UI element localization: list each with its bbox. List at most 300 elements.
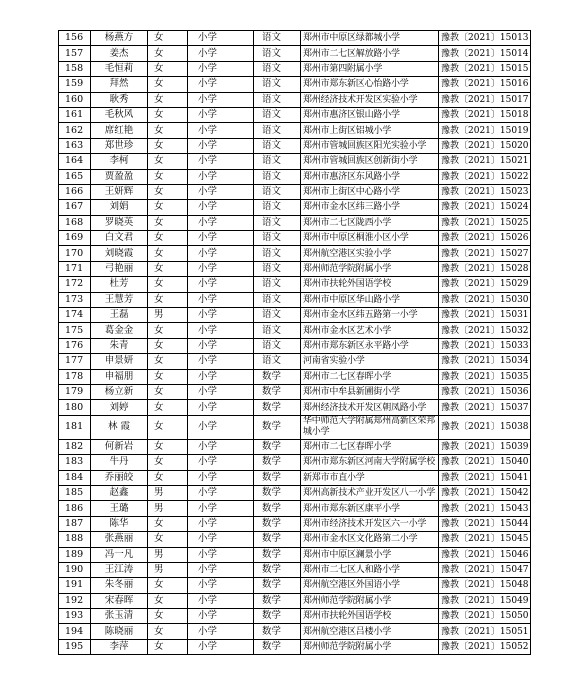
subject: 数学 [254, 516, 301, 531]
school-name: 郑州师范学院附属小学 [301, 261, 439, 276]
subject: 数学 [254, 562, 301, 577]
teacher-name: 张燕丽 [91, 532, 148, 547]
row-number: 162 [59, 123, 91, 138]
school-stage: 小学 [188, 46, 254, 61]
school-name: 华中师范大学附属郑州高新区荣邦城小学 [301, 415, 439, 439]
table-row [59, 400, 531, 415]
award-table [58, 30, 531, 655]
school-stage: 小学 [188, 562, 254, 577]
row-number: 185 [59, 485, 91, 500]
certificate-number: 豫教〔2021〕15020 [439, 138, 531, 153]
certificate-number: 豫教〔2021〕15028 [439, 261, 531, 276]
school-name: 郑州市管城回族区创新街小学 [301, 154, 439, 169]
certificate-number: 豫教〔2021〕15014 [439, 46, 531, 61]
school-stage: 小学 [188, 455, 254, 470]
teacher-name: 何新岩 [91, 439, 148, 454]
school-stage: 小学 [188, 516, 254, 531]
school-stage: 小学 [188, 308, 254, 323]
subject: 数学 [254, 639, 301, 654]
teacher-name: 葛金金 [91, 323, 148, 338]
teacher-gender: 女 [148, 369, 188, 384]
school-stage: 小学 [188, 624, 254, 639]
row-number: 195 [59, 639, 91, 654]
row-number: 168 [59, 215, 91, 230]
subject: 语文 [254, 46, 301, 61]
teacher-gender: 女 [148, 516, 188, 531]
certificate-number: 豫教〔2021〕15046 [439, 547, 531, 562]
teacher-name: 申景妍 [91, 354, 148, 369]
school-stage: 小学 [188, 578, 254, 593]
school-name: 郑州经济技术开发区实验小学 [301, 92, 439, 107]
school-name: 郑州市中原区澜景小学 [301, 547, 439, 562]
subject: 语文 [254, 338, 301, 353]
teacher-name: 杜芳 [91, 277, 148, 292]
school-stage: 小学 [188, 77, 254, 92]
subject: 数学 [254, 384, 301, 399]
row-number: 184 [59, 470, 91, 485]
certificate-number: 豫教〔2021〕15029 [439, 277, 531, 292]
certificate-number: 豫教〔2021〕15042 [439, 485, 531, 500]
subject: 数学 [254, 501, 301, 516]
teacher-name: 刘晓霞 [91, 246, 148, 261]
teacher-name: 乔丽皎 [91, 470, 148, 485]
school-stage: 小学 [188, 369, 254, 384]
school-name: 郑州市二七区春晖小学 [301, 369, 439, 384]
school-name: 郑州市扶轮外国语学校 [301, 609, 439, 624]
table-row [59, 384, 531, 399]
school-name: 郑州市金水区纬五路第一小学 [301, 308, 439, 323]
teacher-gender: 女 [148, 46, 188, 61]
school-name: 郑州市金水区文化路第二小学 [301, 532, 439, 547]
subject: 语文 [254, 215, 301, 230]
teacher-gender: 男 [148, 547, 188, 562]
teacher-name: 白文君 [91, 231, 148, 246]
table-row [59, 246, 531, 261]
row-number: 187 [59, 516, 91, 531]
teacher-gender: 女 [148, 123, 188, 138]
table-row [59, 261, 531, 276]
subject: 语文 [254, 123, 301, 138]
table-row [59, 277, 531, 292]
row-number: 191 [59, 578, 91, 593]
school-name: 郑州市郑东新区康平小学 [301, 501, 439, 516]
subject: 数学 [254, 470, 301, 485]
table-row [59, 562, 531, 577]
subject: 语文 [254, 154, 301, 169]
teacher-name: 王江涛 [91, 562, 148, 577]
row-number: 192 [59, 593, 91, 608]
row-number: 183 [59, 455, 91, 470]
teacher-gender: 女 [148, 292, 188, 307]
subject: 数学 [254, 415, 301, 439]
table-row [59, 354, 531, 369]
school-name: 郑州市二七区解放路小学 [301, 46, 439, 61]
school-stage: 小学 [188, 31, 254, 46]
school-name: 郑州市中原区华山路小学 [301, 292, 439, 307]
school-stage: 小学 [188, 184, 254, 199]
teacher-gender: 女 [148, 415, 188, 439]
school-name: 郑州市二七区陇西小学 [301, 215, 439, 230]
school-name: 郑州市郑东新区河南大学附属学校 [301, 455, 439, 470]
school-stage: 小学 [188, 154, 254, 169]
teacher-gender: 男 [148, 562, 188, 577]
row-number: 193 [59, 609, 91, 624]
table-row [59, 338, 531, 353]
table-row [59, 77, 531, 92]
teacher-gender: 女 [148, 400, 188, 415]
teacher-name: 王磊 [91, 308, 148, 323]
subject: 语文 [254, 92, 301, 107]
certificate-number: 豫教〔2021〕15023 [439, 184, 531, 199]
teacher-gender: 女 [148, 261, 188, 276]
school-stage: 小学 [188, 215, 254, 230]
certificate-number: 豫教〔2021〕15047 [439, 562, 531, 577]
table-row [59, 439, 531, 454]
subject: 语文 [254, 107, 301, 122]
teacher-name: 杨燕方 [91, 31, 148, 46]
school-stage: 小学 [188, 639, 254, 654]
table-row [59, 154, 531, 169]
row-number: 170 [59, 246, 91, 261]
certificate-number: 豫教〔2021〕15040 [439, 455, 531, 470]
school-name: 郑州市金水区艺术小学 [301, 323, 439, 338]
school-name: 郑州师范学院附属小学 [301, 593, 439, 608]
school-name: 郑州经济技术开发区朝凤路小学 [301, 400, 439, 415]
table-row [59, 470, 531, 485]
table-row [59, 308, 531, 323]
teacher-name: 朱青 [91, 338, 148, 353]
table-row [59, 200, 531, 215]
school-stage: 小学 [188, 92, 254, 107]
school-name: 郑州市第四附属小学 [301, 61, 439, 76]
school-stage: 小学 [188, 246, 254, 261]
certificate-number: 豫教〔2021〕15038 [439, 415, 531, 439]
table-row [59, 593, 531, 608]
teacher-gender: 女 [148, 154, 188, 169]
school-name: 郑州市郑东新区心怡路小学 [301, 77, 439, 92]
row-number: 180 [59, 400, 91, 415]
table-row [59, 578, 531, 593]
school-name: 郑州市上街区铝城小学 [301, 123, 439, 138]
subject: 语文 [254, 184, 301, 199]
table-row [59, 323, 531, 338]
row-number: 163 [59, 138, 91, 153]
row-number: 194 [59, 624, 91, 639]
table-row [59, 624, 531, 639]
teacher-name: 刘婷 [91, 400, 148, 415]
subject: 语文 [254, 61, 301, 76]
teacher-name: 申福朋 [91, 369, 148, 384]
row-number: 190 [59, 562, 91, 577]
teacher-name: 王妍辉 [91, 184, 148, 199]
school-stage: 小学 [188, 415, 254, 439]
school-stage: 小学 [188, 107, 254, 122]
teacher-gender: 女 [148, 639, 188, 654]
school-name: 郑州高新技术产业开发区八一小学 [301, 485, 439, 500]
certificate-number: 豫教〔2021〕15018 [439, 107, 531, 122]
certificate-number: 豫教〔2021〕15032 [439, 323, 531, 338]
subject: 语文 [254, 323, 301, 338]
certificate-number: 豫教〔2021〕15022 [439, 169, 531, 184]
teacher-gender: 女 [148, 578, 188, 593]
teacher-name: 朱冬丽 [91, 578, 148, 593]
teacher-gender: 女 [148, 138, 188, 153]
table-row [59, 169, 531, 184]
teacher-name: 陈华 [91, 516, 148, 531]
subject: 数学 [254, 439, 301, 454]
teacher-name: 牛丹 [91, 455, 148, 470]
school-name: 郑州市中原区桐淮小区小学 [301, 231, 439, 246]
teacher-gender: 女 [148, 439, 188, 454]
row-number: 166 [59, 184, 91, 199]
certificate-number: 豫教〔2021〕15026 [439, 231, 531, 246]
certificate-number: 豫教〔2021〕15019 [439, 123, 531, 138]
school-name: 郑州市郑东新区永平路小学 [301, 338, 439, 353]
school-stage: 小学 [188, 439, 254, 454]
school-stage: 小学 [188, 123, 254, 138]
row-number: 173 [59, 292, 91, 307]
teacher-gender: 女 [148, 609, 188, 624]
subject: 语文 [254, 169, 301, 184]
school-stage: 小学 [188, 261, 254, 276]
certificate-number: 豫教〔2021〕15035 [439, 369, 531, 384]
subject: 语文 [254, 246, 301, 261]
subject: 语文 [254, 354, 301, 369]
table-body [59, 31, 531, 655]
row-number: 169 [59, 231, 91, 246]
teacher-name: 冯一凡 [91, 547, 148, 562]
teacher-gender: 女 [148, 31, 188, 46]
teacher-name: 姜杰 [91, 46, 148, 61]
row-number: 174 [59, 308, 91, 323]
table-row [59, 61, 531, 76]
subject: 数学 [254, 455, 301, 470]
certificate-number: 豫教〔2021〕15027 [439, 246, 531, 261]
subject: 语文 [254, 138, 301, 153]
teacher-gender: 女 [148, 624, 188, 639]
subject: 语文 [254, 292, 301, 307]
subject: 语文 [254, 31, 301, 46]
teacher-gender: 女 [148, 354, 188, 369]
row-number: 189 [59, 547, 91, 562]
school-name: 河南省实验小学 [301, 354, 439, 369]
teacher-gender: 女 [148, 384, 188, 399]
school-name: 郑州航空港区外国语小学 [301, 578, 439, 593]
table-row [59, 231, 531, 246]
table-row [59, 485, 531, 500]
school-name: 郑州市金水区纬三路小学 [301, 200, 439, 215]
row-number: 158 [59, 61, 91, 76]
certificate-number: 豫教〔2021〕15037 [439, 400, 531, 415]
row-number: 182 [59, 439, 91, 454]
teacher-name: 拜然 [91, 77, 148, 92]
school-stage: 小学 [188, 200, 254, 215]
teacher-name: 陈晓丽 [91, 624, 148, 639]
table-row [59, 215, 531, 230]
school-stage: 小学 [188, 292, 254, 307]
teacher-gender: 男 [148, 485, 188, 500]
certificate-number: 豫教〔2021〕15016 [439, 77, 531, 92]
certificate-number: 豫教〔2021〕15043 [439, 501, 531, 516]
row-number: 181 [59, 415, 91, 439]
teacher-gender: 女 [148, 77, 188, 92]
table-row [59, 184, 531, 199]
certificate-number: 豫教〔2021〕15021 [439, 154, 531, 169]
row-number: 177 [59, 354, 91, 369]
certificate-number: 豫教〔2021〕15015 [439, 61, 531, 76]
subject: 语文 [254, 277, 301, 292]
certificate-number: 豫教〔2021〕15034 [439, 354, 531, 369]
school-name: 郑州航空港区实验小学 [301, 246, 439, 261]
teacher-name: 贾盈盈 [91, 169, 148, 184]
certificate-number: 豫教〔2021〕15052 [439, 639, 531, 654]
teacher-name: 毛秋风 [91, 107, 148, 122]
school-name: 郑州市经济技术开发区六一小学 [301, 516, 439, 531]
school-stage: 小学 [188, 400, 254, 415]
row-number: 159 [59, 77, 91, 92]
school-stage: 小学 [188, 169, 254, 184]
table-row [59, 138, 531, 153]
row-number: 165 [59, 169, 91, 184]
teacher-gender: 女 [148, 215, 188, 230]
subject: 数学 [254, 578, 301, 593]
table-row [59, 455, 531, 470]
teacher-gender: 女 [148, 231, 188, 246]
school-name: 新郑市市直小学 [301, 470, 439, 485]
row-number: 161 [59, 107, 91, 122]
teacher-name: 赵鑫 [91, 485, 148, 500]
subject: 数学 [254, 532, 301, 547]
subject: 语文 [254, 77, 301, 92]
certificate-number: 豫教〔2021〕15033 [439, 338, 531, 353]
teacher-gender: 女 [148, 532, 188, 547]
teacher-name: 弓艳丽 [91, 261, 148, 276]
table-row [59, 639, 531, 654]
row-number: 171 [59, 261, 91, 276]
row-number: 172 [59, 277, 91, 292]
teacher-gender: 女 [148, 92, 188, 107]
teacher-gender: 女 [148, 61, 188, 76]
school-stage: 小学 [188, 354, 254, 369]
certificate-number: 豫教〔2021〕15044 [439, 516, 531, 531]
certificate-number: 豫教〔2021〕15048 [439, 578, 531, 593]
teacher-gender: 女 [148, 184, 188, 199]
table-row [59, 609, 531, 624]
teacher-name: 郑世珍 [91, 138, 148, 153]
school-stage: 小学 [188, 485, 254, 500]
subject: 数学 [254, 609, 301, 624]
table-row [59, 107, 531, 122]
teacher-gender: 男 [148, 501, 188, 516]
subject: 数学 [254, 485, 301, 500]
teacher-name: 王璐 [91, 501, 148, 516]
school-stage: 小学 [188, 384, 254, 399]
school-stage: 小学 [188, 532, 254, 547]
subject: 语文 [254, 200, 301, 215]
teacher-gender: 女 [148, 323, 188, 338]
row-number: 188 [59, 532, 91, 547]
school-name: 郑州市中原区绿都城小学 [301, 31, 439, 46]
row-number: 179 [59, 384, 91, 399]
teacher-name: 杨立新 [91, 384, 148, 399]
row-number: 157 [59, 46, 91, 61]
certificate-number: 豫教〔2021〕15031 [439, 308, 531, 323]
table-row [59, 46, 531, 61]
school-name: 郑州市二七区春晖小学 [301, 439, 439, 454]
table-row [59, 501, 531, 516]
certificate-number: 豫教〔2021〕15039 [439, 439, 531, 454]
school-stage: 小学 [188, 138, 254, 153]
school-name: 郑州市管城回族区阳光实验小学 [301, 138, 439, 153]
teacher-gender: 女 [148, 246, 188, 261]
table-row [59, 547, 531, 562]
subject: 数学 [254, 593, 301, 608]
certificate-number: 豫教〔2021〕15025 [439, 215, 531, 230]
school-name: 郑州航空港区吕楼小学 [301, 624, 439, 639]
school-stage: 小学 [188, 277, 254, 292]
teacher-name: 罗晓英 [91, 215, 148, 230]
certificate-number: 豫教〔2021〕15017 [439, 92, 531, 107]
row-number: 186 [59, 501, 91, 516]
subject: 数学 [254, 624, 301, 639]
row-number: 160 [59, 92, 91, 107]
subject: 语文 [254, 308, 301, 323]
school-stage: 小学 [188, 593, 254, 608]
table-row [59, 123, 531, 138]
school-stage: 小学 [188, 547, 254, 562]
teacher-gender: 女 [148, 593, 188, 608]
school-name: 郑州市中牟县新圃街小学 [301, 384, 439, 399]
table-row [59, 532, 531, 547]
certificate-number: 豫教〔2021〕15030 [439, 292, 531, 307]
teacher-name: 王慧芳 [91, 292, 148, 307]
teacher-gender: 女 [148, 200, 188, 215]
school-name: 郑州师范学院附属小学 [301, 639, 439, 654]
teacher-name: 李萍 [91, 639, 148, 654]
school-stage: 小学 [188, 323, 254, 338]
school-name: 郑州市惠济区银山路小学 [301, 107, 439, 122]
teacher-name: 刘娟 [91, 200, 148, 215]
teacher-name: 席红艳 [91, 123, 148, 138]
row-number: 164 [59, 154, 91, 169]
subject: 数学 [254, 400, 301, 415]
table-row [59, 292, 531, 307]
teacher-name: 张玉清 [91, 609, 148, 624]
teacher-gender: 女 [148, 470, 188, 485]
teacher-gender: 女 [148, 107, 188, 122]
row-number: 178 [59, 369, 91, 384]
table-row [59, 369, 531, 384]
table-row [59, 415, 531, 439]
school-name: 郑州市上街区中心路小学 [301, 184, 439, 199]
certificate-number: 豫教〔2021〕15045 [439, 532, 531, 547]
table-row [59, 31, 531, 46]
teacher-gender: 男 [148, 308, 188, 323]
school-stage: 小学 [188, 338, 254, 353]
teacher-name: 毛恒莉 [91, 61, 148, 76]
row-number: 176 [59, 338, 91, 353]
table-row [59, 516, 531, 531]
school-stage: 小学 [188, 609, 254, 624]
teacher-name: 耿秀 [91, 92, 148, 107]
school-stage: 小学 [188, 470, 254, 485]
row-number: 167 [59, 200, 91, 215]
teacher-name: 林 霞 [91, 415, 148, 439]
school-stage: 小学 [188, 231, 254, 246]
row-number: 175 [59, 323, 91, 338]
school-name: 郑州市扶轮外国语学校 [301, 277, 439, 292]
school-name: 郑州市惠济区东风路小学 [301, 169, 439, 184]
